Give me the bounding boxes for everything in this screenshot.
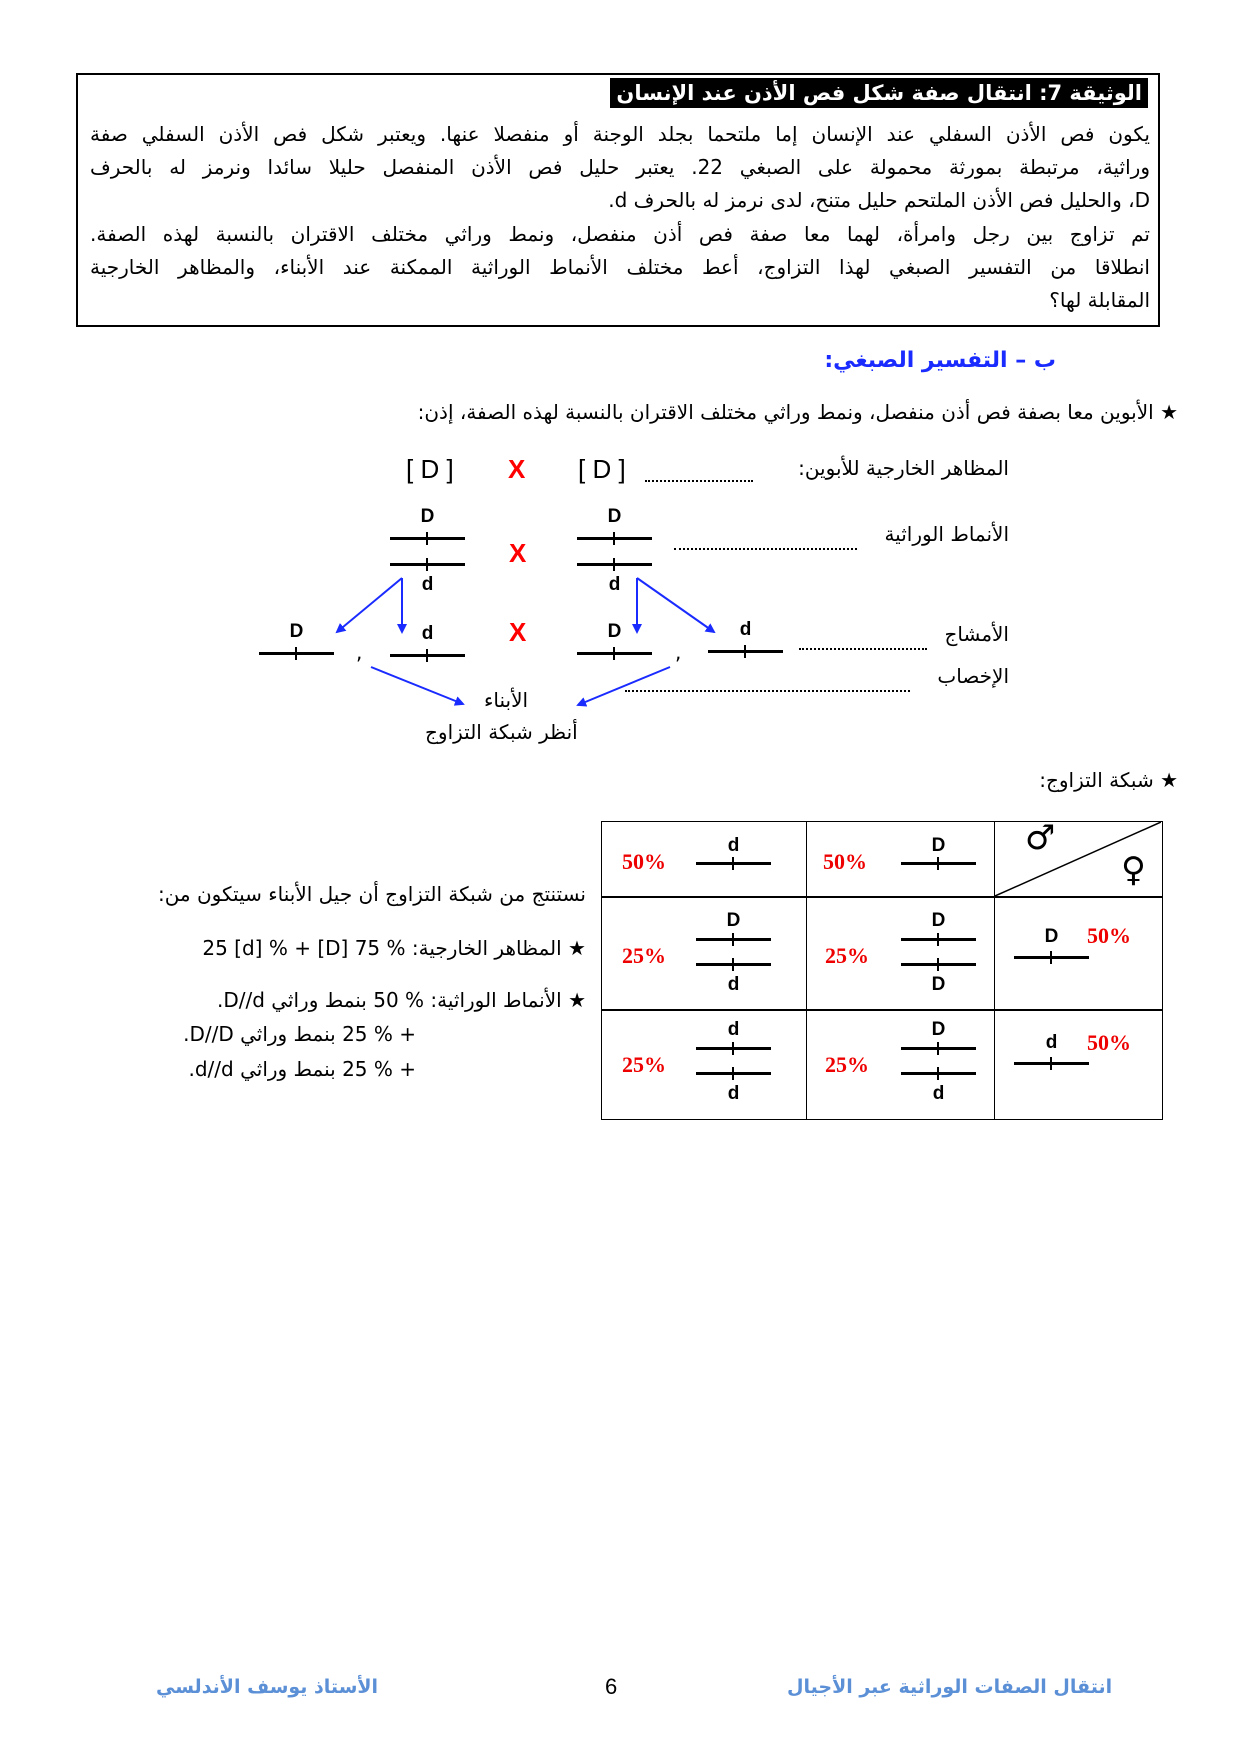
chromosome bbox=[901, 1047, 976, 1050]
section-heading: ب – التفسير الصبغي: bbox=[824, 348, 1056, 373]
footer-course-title: انتقال الصفات الوراثية عبر الأجيال bbox=[787, 1676, 1113, 1698]
arrow bbox=[337, 578, 402, 632]
conclusion-intro: نستنتج من شبكة التزاوج أن جيل الأبناء سيتكون من: bbox=[157, 882, 586, 906]
parent-phenotype: [ D ] bbox=[406, 454, 454, 484]
percentage: 50% bbox=[1087, 923, 1131, 948]
percentage: 25% bbox=[622, 943, 666, 968]
conclusion-phenotypes: ★ المظاهر الخارجية: % 75 [D] + % 25 [d] bbox=[202, 936, 586, 960]
arrow bbox=[371, 667, 463, 704]
allele: d bbox=[727, 1083, 740, 1104]
percentage: 25% bbox=[825, 943, 869, 968]
percentage: 25% bbox=[825, 1052, 869, 1077]
offspring-label: الأبناء bbox=[484, 688, 529, 712]
allele: D bbox=[726, 910, 741, 931]
footer-author: الأستاذ يوسف الأندلسي bbox=[156, 1676, 379, 1698]
male-symbol-icon: ♂ bbox=[1025, 818, 1056, 858]
page-number: 6 bbox=[605, 1674, 618, 1699]
comma: , bbox=[356, 640, 363, 664]
percentage: 50% bbox=[1087, 1030, 1131, 1055]
chromosome bbox=[1014, 956, 1089, 959]
conclusion-genotype: + % 25 بنمط وراثي D//D. bbox=[183, 1022, 416, 1046]
chromosome bbox=[696, 963, 771, 966]
percentage: 25% bbox=[622, 1052, 666, 1077]
percentage: 50% bbox=[622, 849, 666, 874]
allele: d bbox=[421, 623, 434, 644]
female-gamete-cell bbox=[994, 896, 1163, 1011]
paragraph-line: تم تزاوج بين رجل وامرأة، لهما معا صفة فص أذن منفصل، ونمط وراثي مختلف الاقتران بالنسبة لهذه الصفة. bbox=[90, 222, 1150, 246]
chromosome bbox=[696, 938, 771, 941]
paragraph-line: انطلاقا من التفسير الصبغي لهذا التزاوج، أعط مختلف الأنماط الوراثية الممكنة عند الأبناء، والمظاهر الخارجية bbox=[90, 255, 1150, 279]
offspring-cell bbox=[601, 896, 807, 1011]
male-gamete-cell bbox=[806, 821, 995, 898]
fertilization-label: الإخصاب bbox=[937, 664, 1009, 688]
parent-phenotype: [ D ] bbox=[578, 454, 626, 484]
cross-symbol: X bbox=[509, 538, 527, 568]
allele: d bbox=[421, 574, 434, 595]
cross-symbol: X bbox=[509, 617, 527, 647]
allele: d bbox=[739, 619, 752, 640]
section-intro: ★ الأبوين معا بصفة فص أذن منفصل، ونمط وراثي مختلف الاقتران بالنسبة لهذه الصفة، إذن: bbox=[417, 400, 1178, 424]
conclusion-genotype: ★ الأنماط الوراثية: % 50 بنمط وراثي D//d. bbox=[216, 988, 586, 1012]
percentage: 50% bbox=[823, 849, 867, 874]
allele: D bbox=[420, 506, 435, 527]
female-gamete-cell bbox=[994, 1009, 1163, 1120]
paragraph-line: المقابلة لها؟ bbox=[1049, 288, 1150, 312]
phenotype-label: المظاهر الخارجية للأبوين: bbox=[798, 456, 1009, 480]
allele: D bbox=[607, 621, 622, 642]
chromosome bbox=[901, 963, 976, 966]
document-title: الوثيقة 7: انتقال صفة شكل فص الأذن عند الإنسان bbox=[610, 78, 1148, 108]
allele: D bbox=[607, 506, 622, 527]
allele: d bbox=[727, 835, 740, 856]
see-grid-label: أنظر شبكة التزاوج bbox=[425, 720, 578, 744]
allele: D bbox=[931, 835, 946, 856]
allele: d bbox=[1045, 1032, 1058, 1053]
allele: d bbox=[727, 1019, 740, 1040]
allele: d bbox=[608, 574, 621, 595]
offspring-cell bbox=[806, 1009, 995, 1120]
allele: D bbox=[289, 621, 304, 642]
cross-symbol: X bbox=[508, 454, 526, 484]
paragraph-line: وراثية، مرتبطة بمورثة محمولة على الصبغي 22. يعتبر حليل فص الأذن المنفصل حليلا سائدا ونرمز له بالحرف bbox=[90, 155, 1150, 179]
chromosome bbox=[1014, 1062, 1089, 1065]
chromosome bbox=[696, 1047, 771, 1050]
gametes-label: الأمشاج bbox=[944, 622, 1009, 646]
paragraph-line: D، والحليل فص الأذن الملتحم حليل متنح، لدى نرمز له بالحرف d. bbox=[608, 188, 1150, 212]
allele: D bbox=[931, 1019, 946, 1040]
arrow bbox=[637, 578, 714, 632]
offspring-cell bbox=[601, 1009, 807, 1120]
allele: d bbox=[932, 1083, 945, 1104]
chromosome bbox=[696, 862, 771, 865]
male-gamete-cell bbox=[601, 821, 807, 898]
comma: , bbox=[675, 640, 682, 664]
arrow bbox=[578, 667, 670, 705]
genotype-label: الأنماط الوراثية bbox=[884, 522, 1009, 546]
chromosome bbox=[901, 862, 976, 865]
conclusion-genotype: + % 25 بنمط وراثي d//d. bbox=[188, 1057, 416, 1081]
grid-title: ★ شبكة التزاوج: bbox=[1039, 768, 1178, 792]
allele: d bbox=[727, 974, 740, 995]
paragraph-line: يكون فص الأذن السفلي عند الإنسان إما ملتحما بجلد الوجنة أو منفصلا عنها. ويعتبر شكل فص الأذن السفلي صفة bbox=[90, 122, 1150, 146]
chromosome bbox=[901, 1072, 976, 1075]
female-symbol-icon: ♀ bbox=[1121, 850, 1146, 890]
arrows bbox=[0, 0, 1240, 800]
chromosome bbox=[696, 1072, 771, 1075]
allele: D bbox=[1044, 926, 1059, 947]
chromosome bbox=[901, 938, 976, 941]
allele: D bbox=[931, 910, 946, 931]
grid-corner bbox=[994, 818, 1163, 898]
allele: D bbox=[931, 974, 946, 995]
offspring-cell bbox=[806, 896, 995, 1011]
